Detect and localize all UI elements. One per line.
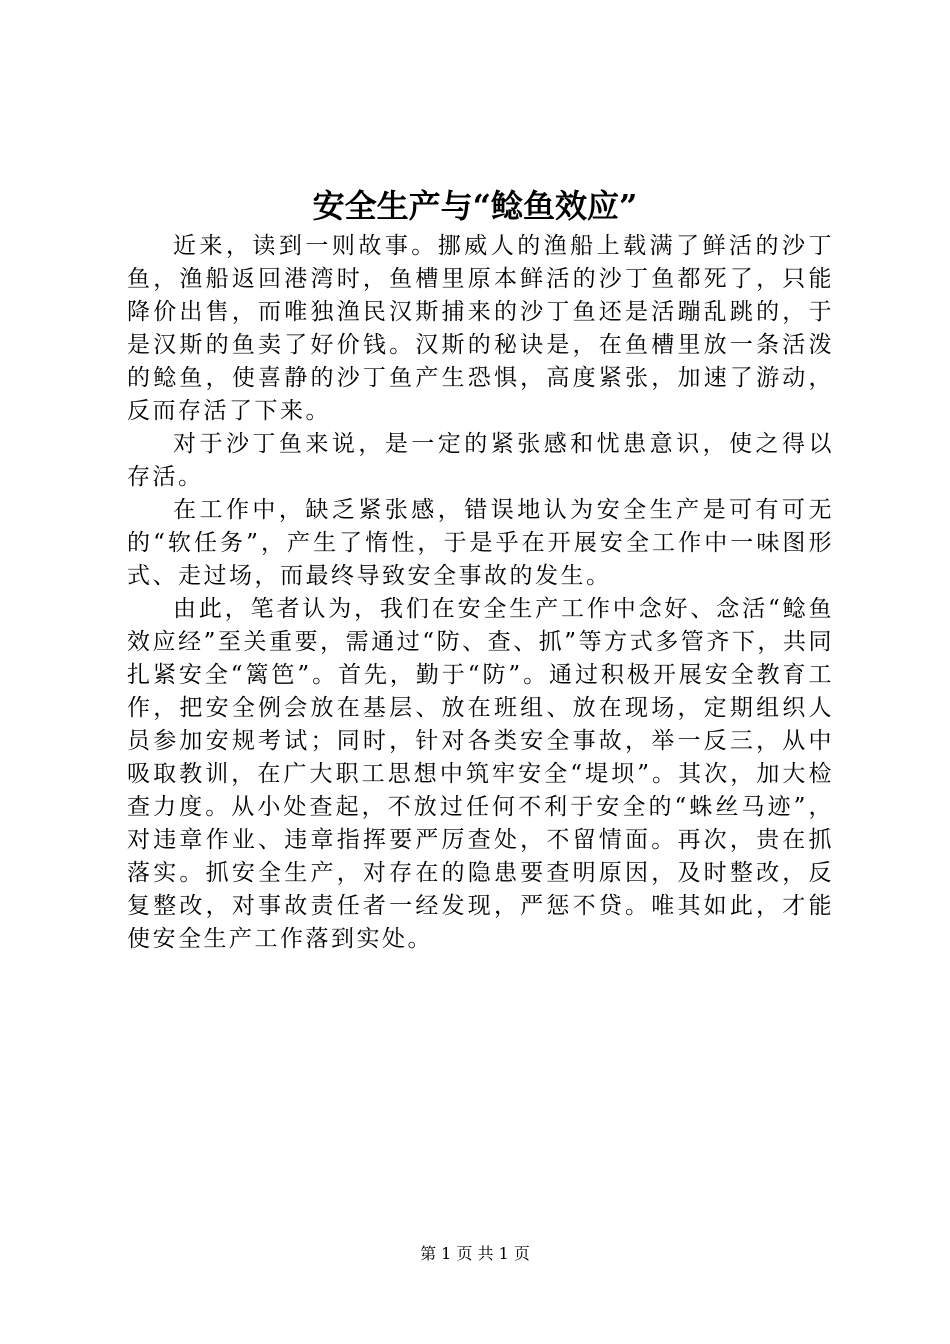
page-footer: 第 1 页 共 1 页 (420, 1244, 530, 1263)
paragraph-sardine-lesson: 对于沙丁鱼来说，是一定的紧张感和忧患意识，使之得以存活。 (127, 431, 834, 490)
paragraph-work-problem: 在工作中，缺乏紧张感，错误地认为安全生产是可有可无的“软任务”，产生了惰性，于是乎在开展安全工作中一味图形式、走过场，而最终导致安全事故的发生。 (127, 497, 834, 589)
paragraph-story: 近来，读到一则故事。挪威人的渔船上载满了鲜活的沙丁鱼，渔船返回港湾时，鱼槽里原本鲜活的沙丁鱼都死了，只能降价出售，而唯独渔民汉斯捕来的沙丁鱼还是活蹦乱跳的，于是汉斯的鱼卖了好价钱。汉斯的秘诀是，在鱼槽里放一条活泼的鲶鱼，使喜静的沙丁鱼产生恐惧，高度紧张，加速了游动，反而存活了下来。 (127, 233, 834, 424)
document-title: 安全生产与“鲶鱼效应” (312, 187, 638, 225)
document-body (127, 230, 834, 956)
paragraph-conclusion: 由此，笔者认为，我们在安全生产工作中念好、念活“鲶鱼效应经”至关重要，需通过“防、查、抓”等方式多管齐下，共同扎紧安全“篱笆”。首先，勤于“防”。通过积极开展安全教育工作，把安全例会放在基层、放在班组、放在现场，定期组织人员参加安规考试；同时，针对各类安全事故，举一反三，从中吸取教训，在广大职工思想中筑牢安全“堤坝”。其次，加大检查力度。从小处查起，不放过任何不利于安全的“蛛丝马迹”，对违章作业、违章指挥要严厉查处，不留情面。再次，贵在抓落实。抓安全生产，对存在的隐患要查明原因，及时整改，反复整改，对事故责任者一经发现，严惩不贷。唯其如此，才能使安全生产工作落到实处。 (127, 596, 834, 952)
